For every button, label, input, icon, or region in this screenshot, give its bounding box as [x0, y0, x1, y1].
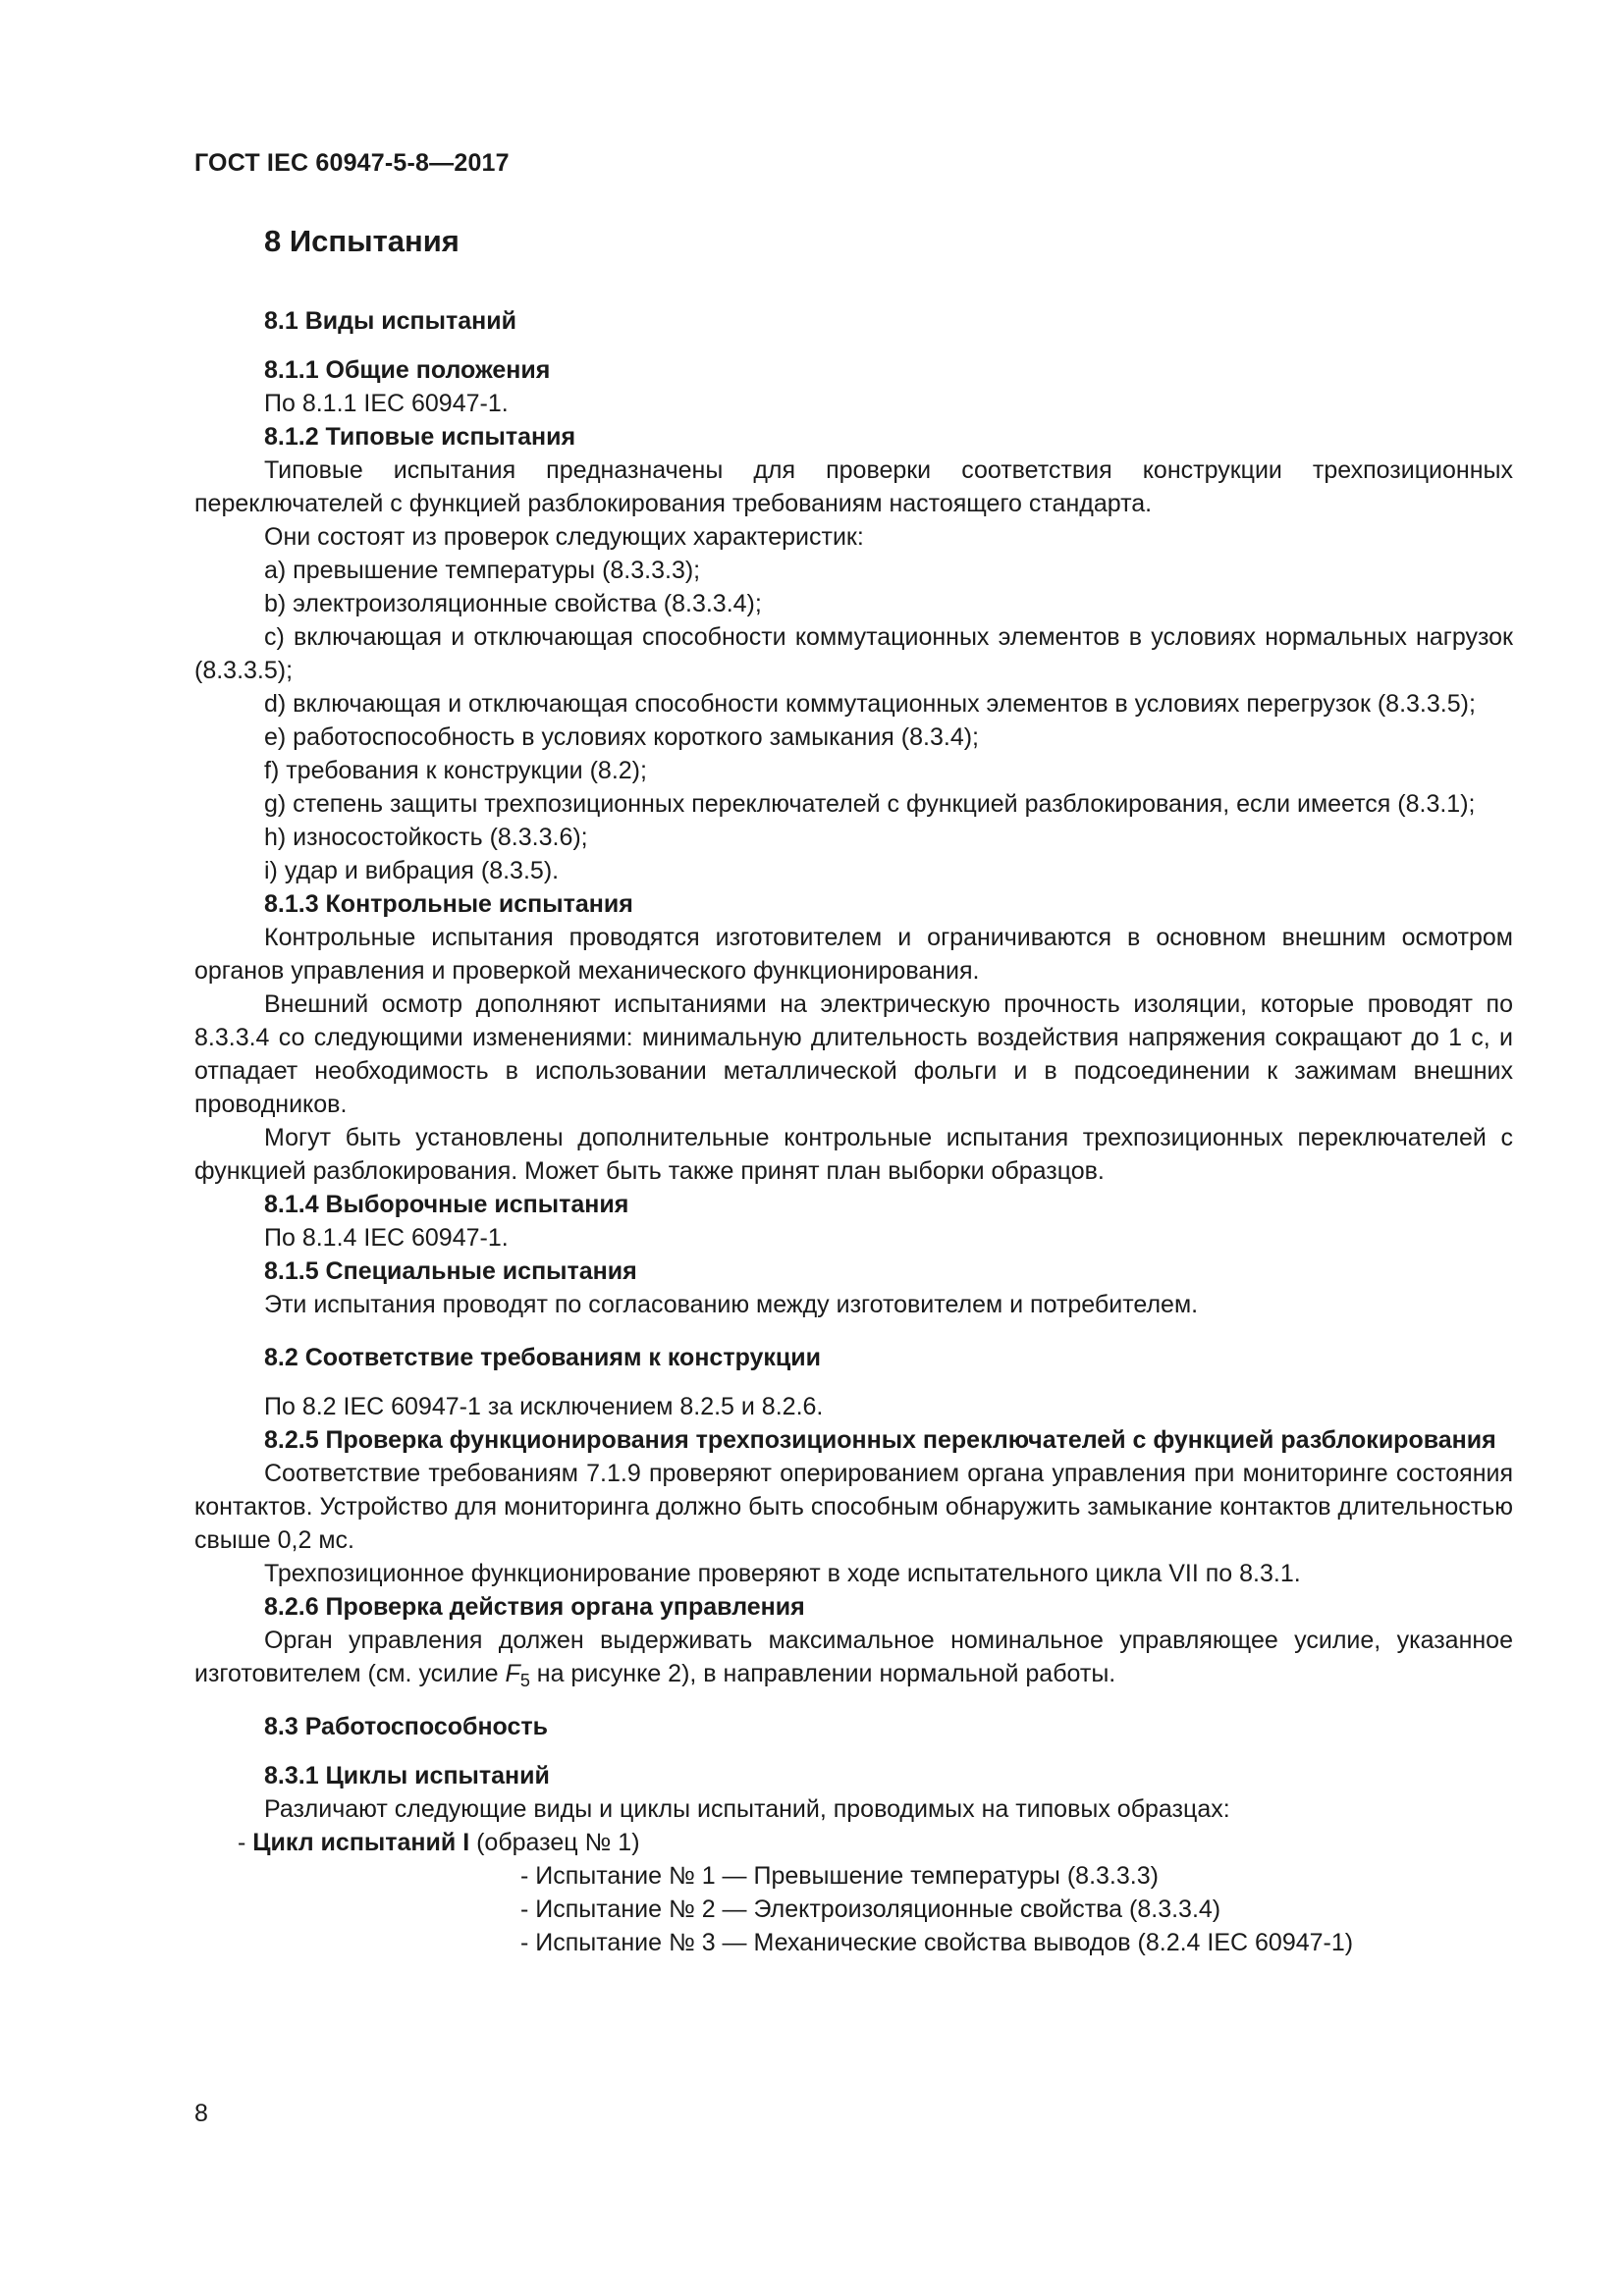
section-8-1-5-heading: 8.1.5 Специальные испытания	[264, 1257, 637, 1285]
test-item: - Испытание № 2 — Электроизоляционные свойства (8.3.3.4)	[520, 1896, 1221, 1923]
section-8-heading: 8 Испытания	[264, 224, 460, 258]
section-8-2-5-paragraph-2: Трехпозиционное функционирование проверяют в ходе испытательного цикла VII по 8.3.1.	[264, 1560, 1301, 1587]
section-8-1-4-heading: 8.1.4 Выборочные испытания	[264, 1191, 629, 1218]
section-8-1-3-paragraph-3: Могут быть установлены дополнительные контрольные испытания трехпозиционных переключателей с функцией разблокирования. Может быть также принят план выборки образцов.	[194, 1124, 1513, 1185]
section-8-1-heading: 8.1 Виды испытаний	[264, 307, 516, 335]
section-8-2-5-paragraph-1: Соответствие требованиям 7.1.9 проверяют оперированием органа управления при мониторинге состояния контактов. Устройство для мониторинга должно быть способным обнаружить замыкание контактов длительностью свыше 0,2 мс.	[194, 1460, 1513, 1554]
section-8-2-6-text-before: Орган управления должен выдерживать максимальное номинальное управляющее усилие, указанное изготовителем (см. усилие	[194, 1627, 1513, 1687]
section-8-1-3-heading: 8.1.3 Контрольные испытания	[264, 890, 633, 918]
section-8-1-1-heading: 8.1.1 Общие положения	[264, 356, 551, 384]
section-8-1-4-text: По 8.1.4 IEC 60947-1.	[264, 1224, 509, 1252]
test-cycle-1-sample: (образец № 1)	[469, 1829, 640, 1856]
section-8-1-3-paragraph-1: Контрольные испытания проводятся изготовителем и ограничиваются в основном внешним осмотром органов управления и проверкой механического функционирования.	[194, 924, 1513, 985]
section-8-3-1-heading: 8.3.1 Циклы испытаний	[264, 1762, 550, 1789]
test-cycle-1	[238, 1826, 1513, 1859]
list-item: g) степень защиты трехпозиционных переключателей с функцией разблокирования, если имеется (8.3.1);	[264, 790, 1476, 818]
section-8-2-6-heading: 8.2.6 Проверка действия органа управления	[264, 1593, 805, 1621]
section-8-1-1-text: По 8.1.1 IEC 60947-1.	[264, 390, 509, 417]
document-body	[194, 222, 1513, 1959]
list-item: i) удар и вибрация (8.3.5).	[264, 857, 560, 884]
list-item: b) электроизоляционные свойства (8.3.3.4);	[264, 590, 762, 617]
test-item: - Испытание № 1 — Превышение температуры (8.3.3.3)	[520, 1862, 1159, 1890]
section-8-1-5-text: Эти испытания проводят по согласованию между изготовителем и потребителем.	[264, 1291, 1199, 1318]
test-item: - Испытание № 3 — Механические свойства выводов (8.2.4 IEC 60947-1)	[520, 1929, 1354, 1956]
section-8-2-heading: 8.2 Соответствие требованиям к конструкции	[264, 1344, 822, 1371]
section-8-1-3-paragraph-2: Внешний осмотр дополняют испытаниями на электрическую прочность изоляции, которые проводят по 8.3.3.4 со следующими изменениями: минимальную длительность воздействия напряжения сокращают до 1 с, и отпадает необходимость в использовании металлической фольги и в подсоединении к зажимам внешних проводников.	[194, 990, 1513, 1118]
section-8-3-1-paragraph: Различают следующие виды и циклы испытаний, проводимых на типовых образцах:	[264, 1795, 1230, 1823]
list-item: a) превышение температуры (8.3.3.3);	[264, 557, 701, 584]
section-8-1-2-heading: 8.1.2 Типовые испытания	[264, 423, 576, 451]
list-item: c) включающая и отключающая способности коммутационных элементов в условиях нормальных нагрузок (8.3.3.5);	[194, 623, 1513, 684]
list-item: f) требования к конструкции (8.2);	[264, 757, 647, 784]
page-number: 8	[194, 2100, 208, 2127]
section-8-2-6-paragraph	[194, 1624, 1513, 1690]
list-item: e) работоспособность в условиях короткого замыкания (8.3.4);	[264, 723, 979, 751]
test-cycle-1-label: Цикл испытаний I	[252, 1829, 470, 1856]
section-8-2-5-heading: 8.2.5 Проверка функционирования трехпозиционных переключателей с функцией разблокирования	[264, 1426, 1496, 1454]
list-item: h) износостойкость (8.3.3.6);	[264, 824, 588, 851]
section-8-3-heading: 8.3 Работоспособность	[264, 1713, 549, 1740]
section-8-2-6-text-after: на рисунке 2), в направлении нормальной работы.	[529, 1660, 1116, 1687]
section-8-1-2-paragraph: Типовые испытания предназначены для проверки соответствия конструкции трехпозиционных переключателей с функцией разблокирования требованиям настоящего стандарта.	[194, 456, 1513, 517]
document-code-header: ГОСТ IEC 60947-5-8—2017	[194, 149, 510, 177]
force-variable: F	[505, 1660, 520, 1687]
list-item: d) включающая и отключающая способности коммутационных элементов в условиях перегрузок (8.3.3.5);	[264, 690, 1476, 718]
section-8-2-text: По 8.2 IEC 60947-1 за исключением 8.2.5 и 8.2.6.	[264, 1393, 824, 1420]
section-8-1-2-intro: Они состоят из проверок следующих характеристик:	[264, 523, 864, 551]
test-cycle-1-dash: -	[238, 1829, 246, 1856]
force-subscript: 5	[519, 1671, 530, 1690]
